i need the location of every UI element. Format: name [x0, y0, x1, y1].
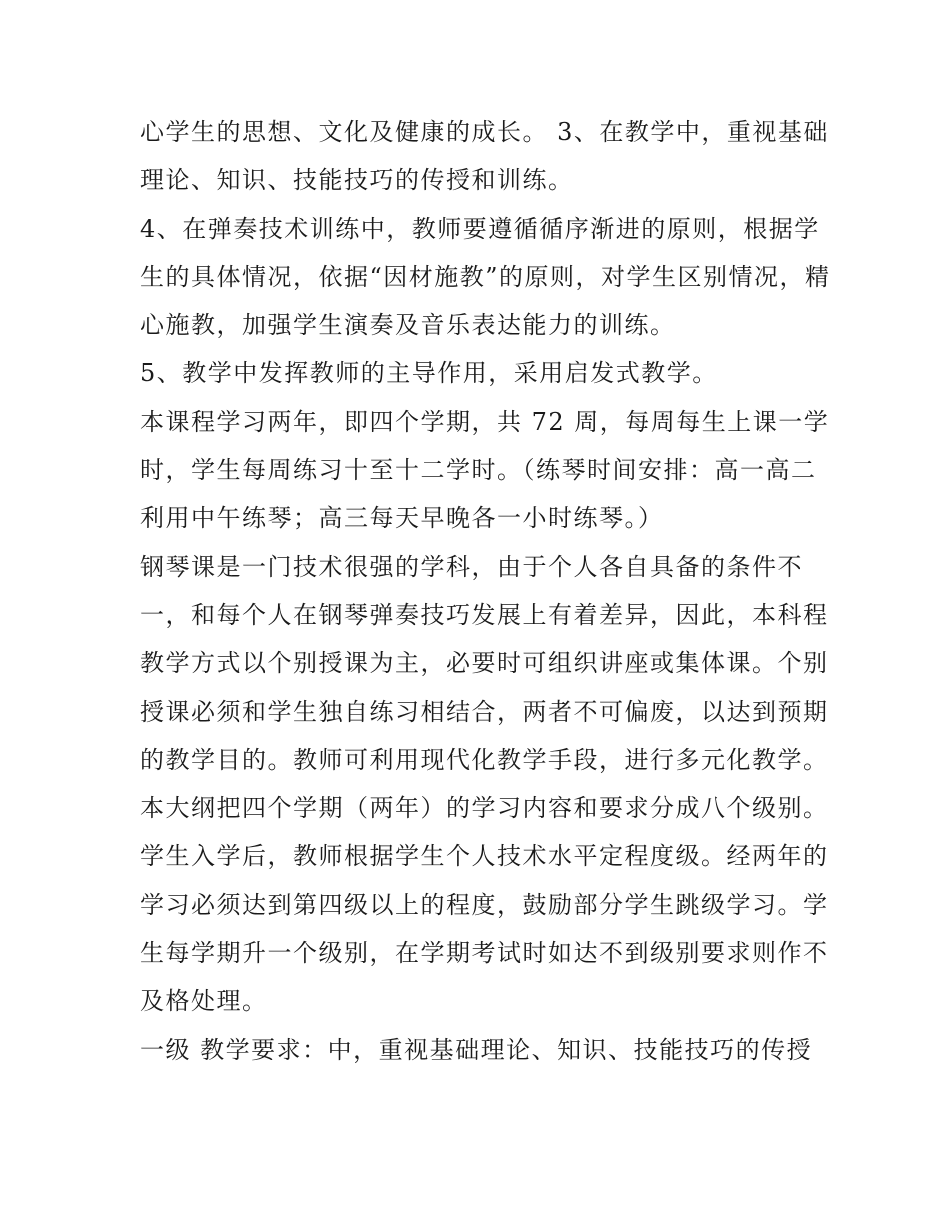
text-line: 4、在弹奏技术训练中，教师要遵循循序渐进的原则，根据学: [140, 214, 820, 243]
text-line: 利用中午练琴；高三每天早晚各一小时练琴。）: [140, 504, 664, 533]
text-line: 授课必须和学生独自练习相结合，两者不可偏废，以达到预期: [140, 697, 829, 726]
text-line: 钢琴课是一门技术很强的学科，由于个人各自具备的条件不: [140, 552, 803, 581]
document-body: [140, 108, 831, 1074]
text-line: 的教学目的。教师可利用现代化教学手段，进行多元化教学。: [140, 745, 829, 774]
text-line: 时，学生每周练习十至十二学时。（练琴时间安排：高一高二: [140, 456, 817, 485]
text-line: 理论、知识、技能技巧的传授和训练。: [140, 166, 574, 195]
text-line: 教学方式以个别授课为主，必要时可组织讲座或集体课。个别: [140, 649, 829, 678]
text-line: 及格处理。: [140, 987, 268, 1016]
text-line: 5、教学中发挥教师的主导作用，采用启发式教学。: [140, 359, 718, 388]
text-line: 心施教，加强学生演奏及音乐表达能力的训练。: [140, 311, 676, 340]
text-line: 一，和每个人在钢琴弹奏技巧发展上有着差异，因此，本科程: [140, 600, 829, 629]
text-line: 一级 教学要求：中，重视基础理论、知识、技能技巧的传授: [140, 1035, 813, 1064]
text-line: 学生入学后，教师根据学生个人技术水平定程度级。经两年的: [140, 842, 829, 871]
text-line: 生每学期升一个级别，在学期考试时如达不到级别要求则作不: [140, 939, 829, 968]
text-line: 本大纲把四个学期（两年）的学习内容和要求分成八个级别。: [140, 794, 829, 823]
text-line: 生的具体情况，依据“因材施教”的原则，对学生区别情况，精: [140, 262, 831, 291]
text-line: 学习必须达到第四级以上的程度，鼓励部分学生跳级学习。学: [140, 890, 829, 919]
text-line: 心学生的思想、文化及健康的成长。 3、在教学中，重视基础: [140, 118, 829, 146]
text-line: 本课程学习两年，即四个学期，共 72 周，每周每生上课一学: [140, 407, 830, 436]
